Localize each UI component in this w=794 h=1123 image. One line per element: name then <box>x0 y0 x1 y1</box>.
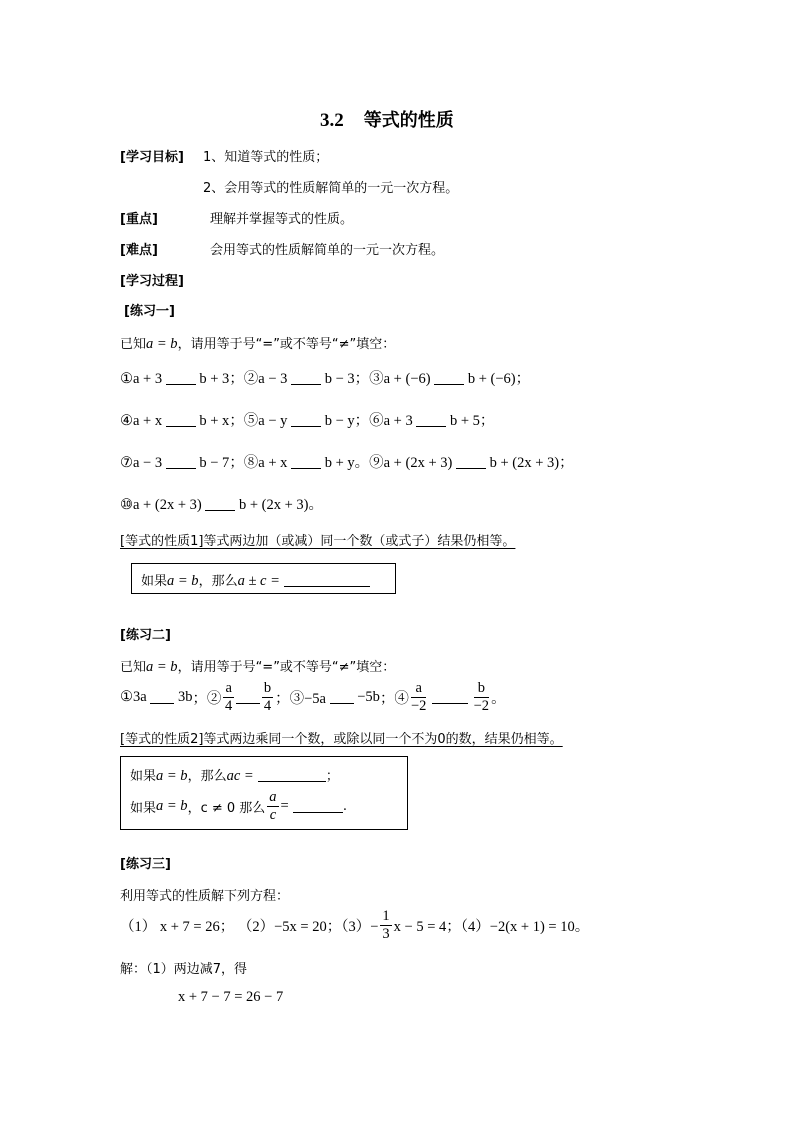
answer-blank[interactable] <box>166 456 196 469</box>
fraction: $\frac{1}{3}$ <box>382 908 390 942</box>
exercise1-line4: ⑩a + (2x + 3) b + (2x + 3)。 <box>120 497 323 513</box>
exercise1-prompt: 已知a = b，请用等于号“=”或不等号“≠”填空： <box>120 336 396 352</box>
property1-formula: 如果a = b，那么a ± c = <box>141 570 370 590</box>
objectives-label: [学习目标] <box>120 150 184 165</box>
answer-blank[interactable] <box>293 800 343 813</box>
answer-blank[interactable] <box>291 372 321 385</box>
fraction: $\frac{a}{c}$ <box>269 789 277 823</box>
answer-blank[interactable] <box>291 414 321 427</box>
exercise3-equations: （1） x + 7 = 26； （2）−5x = 20；（3）− $\frac{1}{3}$ x − 5 = 4；（4）−2(x + 1) = 10。 <box>120 908 590 942</box>
fraction: $\frac{a}{-2}$ <box>410 680 427 714</box>
objective-1: 1、知道等式的性质； <box>203 150 329 165</box>
exercise2-prompt: 已知a = b，请用等于号“=”或不等号“≠”填空： <box>120 659 396 675</box>
property1-statement: [等式的性质1]等式两边加（或减）同一个数（或式子）结果仍相等。 <box>120 534 516 549</box>
section-number: 3.2 <box>320 110 344 131</box>
exercise1-line2: ④a + x b + x；⑤a − y b − y；⑥a + 3 b + 5； <box>120 413 495 429</box>
objective-2: 2、会用等式的性质解简单的一元一次方程。 <box>203 181 459 196</box>
answer-blank[interactable] <box>330 691 354 704</box>
property2-line1: 如果a = b，那么ac = ； <box>130 768 339 784</box>
answer-blank[interactable] <box>166 414 196 427</box>
solution-line1: 解：（1）两边减7，得 <box>120 962 248 977</box>
answer-blank[interactable] <box>205 498 235 511</box>
answer-blank[interactable] <box>150 691 174 704</box>
answer-blank[interactable] <box>236 691 260 704</box>
answer-blank[interactable] <box>284 574 370 587</box>
property2-line2: 如果a = b，c ≠ 0 那么 $\frac{a}{c}$ = . <box>130 789 347 823</box>
exercise2-line: ①3a 3b；② $\frac{a}{4}$ $\frac{b}{4}$ ；③−5a −5b；④ $\frac{a}{-2}$ $\frac{b}{-2}$ 。 <box>120 680 506 714</box>
exercise2-label: [练习二] <box>120 628 171 643</box>
key-point-label: [重点] <box>120 212 158 227</box>
answer-blank[interactable] <box>416 414 446 427</box>
exercise1-line1: ①a + 3 b + 3；②a − 3 b − 3；③a + (−6) b + (−6)； <box>120 371 531 387</box>
exercise1-label: [练习一] <box>124 304 175 319</box>
difficulty-label: [难点] <box>120 243 158 258</box>
answer-blank[interactable] <box>432 691 468 704</box>
page-title <box>320 106 454 132</box>
exercise3-label: [练习三] <box>120 857 171 872</box>
fraction: $\frac{b}{-2}$ <box>473 680 490 714</box>
process-label: [学习过程] <box>120 274 184 289</box>
expr-a-eq-b: a = b <box>146 336 178 352</box>
property2-statement: [等式的性质2]等式两边乘同一个数，或除以同一个不为0的数，结果仍相等。 <box>120 732 563 747</box>
fraction: $\frac{a}{4}$ <box>225 680 233 714</box>
title-text: 等式的性质 <box>363 110 454 131</box>
fraction: $\frac{b}{4}$ <box>263 680 272 714</box>
answer-blank[interactable] <box>291 456 321 469</box>
exercise3-prompt: 利用等式的性质解下列方程： <box>120 889 290 904</box>
answer-blank[interactable] <box>166 372 196 385</box>
answer-blank[interactable] <box>434 372 464 385</box>
key-point-text: 理解并掌握等式的性质。 <box>210 212 354 227</box>
solution-line2: x + 7 − 7 = 26 − 7 <box>178 989 284 1005</box>
difficulty-text: 会用等式的性质解简单的一元一次方程。 <box>210 243 445 258</box>
exercise1-line3: ⑦a − 3 b − 7；⑧a + x b + y。⑨a + (2x + 3) b + (2x + 3)； <box>120 455 574 471</box>
answer-blank[interactable] <box>456 456 486 469</box>
answer-blank[interactable] <box>258 769 326 782</box>
